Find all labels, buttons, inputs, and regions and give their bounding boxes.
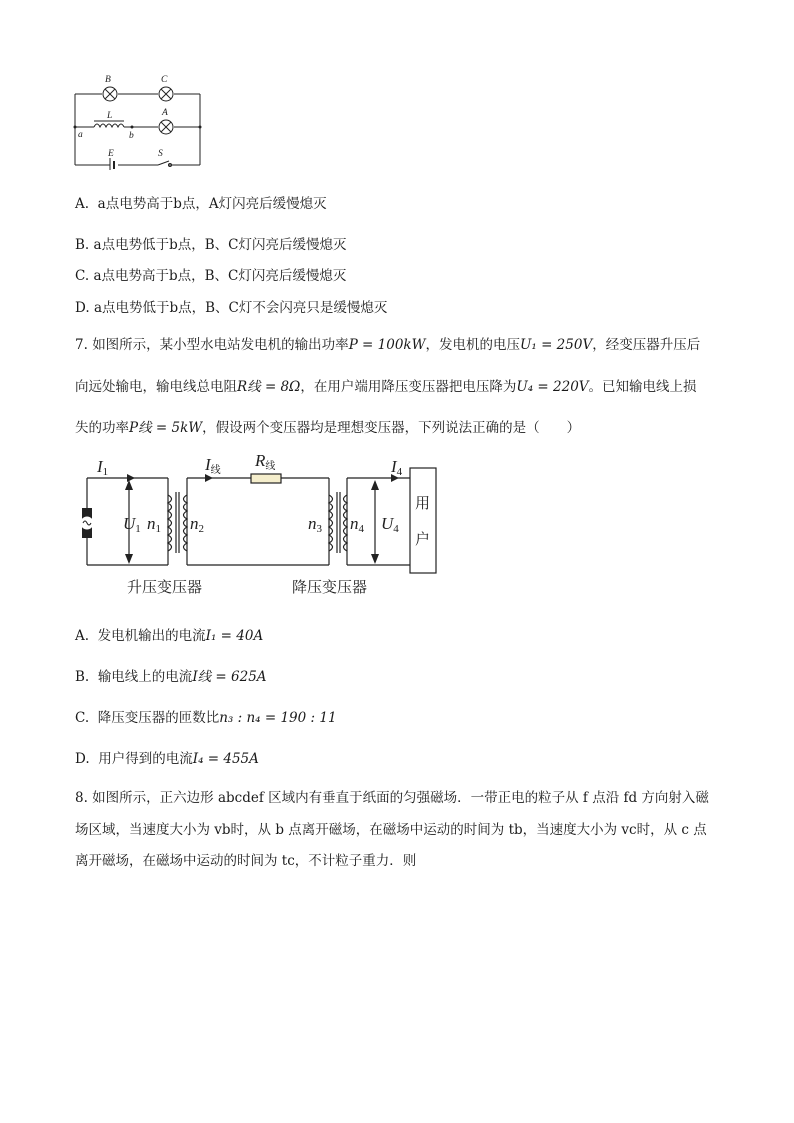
step-up-label: 升压变压器 <box>127 580 203 596</box>
option-formula: I₁ = 40A <box>205 628 264 644</box>
label-r-line: R线 <box>255 451 276 472</box>
label-u1: U1 <box>123 514 141 535</box>
label-l: L <box>107 111 113 121</box>
option-key: D. <box>75 751 90 767</box>
generator-icon <box>81 508 93 538</box>
text: 向远处输电，输电线总电阻 <box>75 379 237 395</box>
option-key: A. <box>75 628 90 644</box>
label-point-a: a <box>78 130 83 140</box>
label-a-lamp: A <box>162 108 168 118</box>
option-text: 降压变压器的匝数比 <box>97 710 220 726</box>
resistor-icon <box>251 474 281 483</box>
user-box <box>410 468 436 573</box>
formula-p: P = 100kW <box>348 337 426 353</box>
label-point-b: b <box>129 131 134 141</box>
circuit-figure-1 <box>70 70 210 170</box>
option-text: a点电势高于b点，A灯闪亮后缓慢熄灭 <box>97 196 327 212</box>
option-formula: I₄ = 455A <box>192 751 259 767</box>
option-formula: n₃ : n₄ = 190 : 11 <box>219 710 337 726</box>
option-key: C. <box>75 710 90 726</box>
formula-u1: U₁ = 250V <box>520 337 593 353</box>
lamp-c-icon <box>159 87 173 101</box>
transmission-circuit-figure <box>75 450 445 600</box>
q8-line-2: 场区域，当速度大小为 vb时，从 b 点离开磁场，在磁场中运动的时间为 tb，当速度大小为 vc时，从 c 点 <box>75 822 707 838</box>
switch-blade <box>158 161 169 165</box>
label-b: B <box>105 75 111 85</box>
label-i4: I4 <box>391 457 403 478</box>
option-text: a点电势低于b点，B、C灯闪亮后缓慢熄灭 <box>93 237 347 253</box>
lamp-a-icon <box>159 120 173 134</box>
lamp-b-icon <box>103 87 117 101</box>
q7-stem-line-1 <box>75 333 725 353</box>
formula-p-loss: P线 = 5kW <box>129 420 203 436</box>
q8-line-3: 离开磁场，在磁场中运动的时间为 tc，不计粒子重力．则 <box>75 853 417 869</box>
label-n1: n1 <box>147 514 161 535</box>
text: 如图所示，某小型水电站发电机的输出功率 <box>92 337 349 353</box>
option-key: B. <box>75 669 90 685</box>
q6-option-a <box>75 192 327 212</box>
label-s: S <box>158 149 163 159</box>
option-text: 用户得到的电流 <box>98 751 193 767</box>
q7-stem-line-2 <box>75 375 725 395</box>
formula-r: R线 = 8Ω <box>237 379 301 395</box>
text: ，经变压器升压后 <box>592 337 701 353</box>
text: 失的功率 <box>75 420 129 436</box>
label-e: E <box>108 149 114 159</box>
option-text: 发电机输出的电流 <box>97 628 206 644</box>
text: ，假设两个变压器均是理想变压器，下列说法正确的是（ ） <box>202 420 581 436</box>
question-number: 7. <box>75 337 88 353</box>
text: ，在用户端用降压变压器把电压降为 <box>300 379 517 395</box>
label-n4: n4 <box>350 514 364 535</box>
option-key: D. <box>75 300 90 316</box>
text: ，发电机的电压 <box>425 337 520 353</box>
label-u4: U4 <box>381 514 399 535</box>
q8-line-1: 8. 如图所示，正六边形 abcdef 区域内有垂直于纸面的匀强磁场．一带正电的粒子从 f 点沿 fd 方向射入磁 <box>75 790 709 806</box>
option-key: C. <box>75 268 90 284</box>
q7-option-a <box>75 624 263 644</box>
step-down-label: 降压变压器 <box>292 580 368 596</box>
label-n3: n3 <box>308 514 322 535</box>
option-key: A. <box>75 196 90 212</box>
q7-option-d <box>75 747 259 767</box>
option-text: 输电线上的电流 <box>97 669 193 685</box>
label-c: C <box>161 75 168 85</box>
label-i1: I1 <box>97 457 109 478</box>
q6-option-c <box>75 264 346 284</box>
q7-option-c <box>75 706 337 726</box>
label-n2: n2 <box>190 514 204 535</box>
label-i-line: I线 <box>205 455 221 476</box>
formula-u4: U₄ = 220V <box>516 379 589 395</box>
text: 。已知输电线上损 <box>588 379 697 395</box>
q7-stem-line-3 <box>75 416 725 436</box>
q6-option-b <box>75 233 346 253</box>
q7-option-b <box>75 665 267 685</box>
option-formula: I线 = 625A <box>192 669 267 685</box>
option-key: B. <box>75 237 90 253</box>
option-text: a点电势低于b点，B、C灯不会闪亮只是缓慢熄灭 <box>93 300 388 316</box>
user-label-bottom: 户 <box>415 532 431 548</box>
q6-option-d <box>75 296 387 316</box>
option-text: a点电势高于b点，B、C灯闪亮后缓慢熄灭 <box>93 268 347 284</box>
user-label-top: 用 <box>415 496 431 512</box>
